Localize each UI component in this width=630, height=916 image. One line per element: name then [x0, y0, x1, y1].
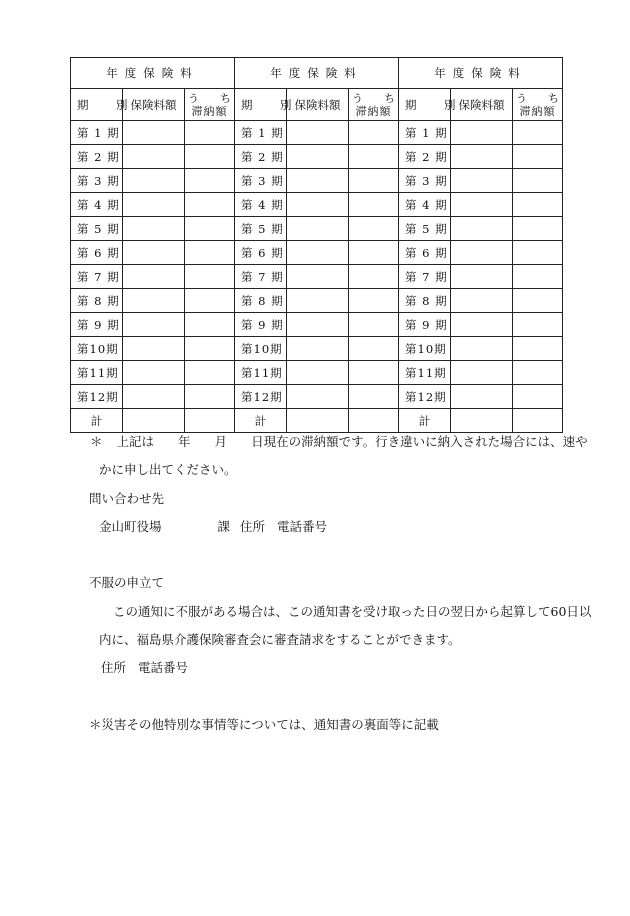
premium-amount-cell — [287, 145, 349, 169]
table-row — [71, 121, 235, 145]
overdue-amount-cell — [185, 145, 235, 169]
premium-tables — [70, 57, 562, 428]
table-row — [71, 337, 235, 361]
table-row — [71, 289, 235, 313]
period-label: 第 3 期 — [235, 169, 287, 193]
appeal-contact-line — [101, 658, 188, 676]
overdue-amount-cell — [513, 289, 563, 313]
column-header-period: 期 別 — [71, 89, 123, 121]
table-row — [235, 265, 399, 289]
total-label: 計 — [235, 409, 287, 433]
period-label: 第 6 期 — [235, 241, 287, 265]
premium-amount-cell — [123, 169, 185, 193]
overdue-amount-cell — [513, 313, 563, 337]
notice-line-1 — [90, 432, 588, 450]
overdue-amount-cell — [349, 289, 399, 313]
appeal-phone-label: 電話番号 — [138, 660, 189, 675]
table-row — [399, 313, 563, 337]
table-row — [71, 313, 235, 337]
premium-amount-cell — [451, 385, 513, 409]
overdue-amount-cell — [349, 169, 399, 193]
appeal-heading: 不服の申立て — [89, 575, 165, 590]
table-row — [399, 193, 563, 217]
premium-table-block-2 — [234, 57, 398, 428]
table-row — [399, 265, 563, 289]
overdue-amount-cell — [513, 193, 563, 217]
contact-office: 金山町役場 — [99, 519, 162, 534]
premium-amount-cell — [451, 265, 513, 289]
overdue-amount-cell — [513, 361, 563, 385]
premium-amount-cell — [123, 313, 185, 337]
premium-amount-cell — [287, 313, 349, 337]
premium-amount-cell — [451, 337, 513, 361]
column-header-premium: 保険料額 — [451, 89, 513, 121]
overdue-amount-cell — [185, 361, 235, 385]
notice-line-2: かに申し出てください。 — [99, 462, 237, 477]
notice-asterisk: ＊ — [90, 434, 103, 449]
table-row — [235, 217, 399, 241]
premium-amount-cell — [451, 121, 513, 145]
overdue-top-left: う — [352, 91, 363, 105]
appeal-line-2: 内に、福島県介護保険審査会に審査請求をすることができます。 — [99, 632, 461, 647]
table-row — [235, 121, 399, 145]
overdue-amount-cell — [349, 145, 399, 169]
premium-amount-cell — [123, 265, 185, 289]
premium-amount-cell — [123, 289, 185, 313]
period-label: 第 8 期 — [71, 289, 123, 313]
premium-amount-cell — [451, 169, 513, 193]
table-row — [399, 289, 563, 313]
premium-amount-cell — [123, 385, 185, 409]
total-label: 計 — [399, 409, 451, 433]
table-row — [235, 145, 399, 169]
table-row — [235, 337, 399, 361]
column-header-overdue — [513, 89, 563, 121]
premium-amount-cell — [451, 289, 513, 313]
overdue-top-left: う — [516, 91, 527, 105]
period-label: 第 2 期 — [399, 145, 451, 169]
overdue-amount-cell — [185, 385, 235, 409]
period-label: 第 3 期 — [399, 169, 451, 193]
overdue-bottom: 滞納額 — [191, 104, 228, 118]
table-row — [71, 145, 235, 169]
table-title: 年度保険料 — [71, 58, 235, 89]
period-label: 第 4 期 — [235, 193, 287, 217]
period-label: 第 6 期 — [71, 241, 123, 265]
notice-text-b: 日現在の滞納額です。行き違いに納入された場合には、速や — [251, 434, 588, 449]
overdue-amount-cell — [185, 265, 235, 289]
premium-amount-cell — [287, 385, 349, 409]
premium-amount-cell — [123, 193, 185, 217]
premium-table-block-3 — [398, 57, 562, 428]
premium-amount-cell — [451, 217, 513, 241]
column-header-overdue — [349, 89, 399, 121]
table-row — [235, 313, 399, 337]
overdue-amount-cell — [513, 265, 563, 289]
table-row — [399, 217, 563, 241]
period-label: 第11期 — [235, 361, 287, 385]
total-overdue-cell — [185, 409, 235, 433]
overdue-amount-cell — [349, 121, 399, 145]
period-label: 第 4 期 — [71, 193, 123, 217]
overdue-amount-cell — [185, 241, 235, 265]
overdue-top-right: ち — [384, 91, 396, 105]
period-label: 第 4 期 — [399, 193, 451, 217]
premium-amount-cell — [287, 217, 349, 241]
premium-amount-cell — [123, 217, 185, 241]
premium-amount-cell — [287, 265, 349, 289]
total-premium-cell — [123, 409, 185, 433]
table-title: 年度保険料 — [235, 58, 399, 89]
period-label: 第 7 期 — [235, 265, 287, 289]
period-label: 第 2 期 — [235, 145, 287, 169]
table-row — [71, 169, 235, 193]
table-row — [399, 169, 563, 193]
premium-amount-cell — [451, 241, 513, 265]
premium-table — [70, 57, 235, 433]
period-label: 第 8 期 — [399, 289, 451, 313]
total-premium-cell — [451, 409, 513, 433]
contact-phone-label: 電話番号 — [277, 519, 328, 534]
column-header-period: 期 別 — [235, 89, 287, 121]
overdue-amount-cell — [349, 241, 399, 265]
total-premium-cell — [287, 409, 349, 433]
period-label: 第 6 期 — [399, 241, 451, 265]
period-label: 第11期 — [399, 361, 451, 385]
overdue-amount-cell — [349, 361, 399, 385]
period-label: 第 3 期 — [71, 169, 123, 193]
premium-amount-cell — [287, 193, 349, 217]
period-label: 第 8 期 — [235, 289, 287, 313]
overdue-amount-cell — [185, 121, 235, 145]
overdue-amount-cell — [349, 313, 399, 337]
overdue-amount-cell — [513, 169, 563, 193]
period-label: 第10期 — [71, 337, 123, 361]
table-row — [71, 193, 235, 217]
period-label: 第 5 期 — [71, 217, 123, 241]
premium-amount-cell — [123, 241, 185, 265]
overdue-amount-cell — [349, 337, 399, 361]
table-row — [399, 361, 563, 385]
overdue-amount-cell — [513, 385, 563, 409]
table-row — [399, 241, 563, 265]
premium-amount-cell — [287, 361, 349, 385]
overdue-bottom: 滞納額 — [519, 104, 556, 118]
overdue-amount-cell — [513, 241, 563, 265]
table-title: 年度保険料 — [399, 58, 563, 89]
premium-amount-cell — [287, 289, 349, 313]
table-row — [235, 385, 399, 409]
appeal-address-label: 住所 — [101, 660, 127, 675]
overdue-amount-cell — [185, 193, 235, 217]
overdue-top-right: ち — [548, 91, 560, 105]
overdue-amount-cell — [349, 193, 399, 217]
period-label: 第 1 期 — [71, 121, 123, 145]
premium-table-block-1 — [70, 57, 234, 428]
overdue-amount-cell — [513, 145, 563, 169]
table-row — [71, 265, 235, 289]
period-label: 第11期 — [71, 361, 123, 385]
premium-table — [234, 57, 399, 433]
premium-amount-cell — [123, 361, 185, 385]
overdue-amount-cell — [185, 169, 235, 193]
period-label: 第10期 — [399, 337, 451, 361]
period-label: 第12期 — [71, 385, 123, 409]
overdue-amount-cell — [185, 217, 235, 241]
period-label: 第 1 期 — [399, 121, 451, 145]
period-label: 第12期 — [235, 385, 287, 409]
overdue-amount-cell — [513, 337, 563, 361]
table-row — [399, 145, 563, 169]
overdue-amount-cell — [513, 217, 563, 241]
table-row — [235, 361, 399, 385]
table-row — [399, 121, 563, 145]
overdue-amount-cell — [185, 289, 235, 313]
total-overdue-cell — [513, 409, 563, 433]
premium-amount-cell — [451, 313, 513, 337]
premium-amount-cell — [287, 121, 349, 145]
premium-amount-cell — [123, 337, 185, 361]
premium-amount-cell — [451, 361, 513, 385]
notice-text-a: 上記は — [116, 434, 155, 449]
table-row — [71, 217, 235, 241]
table-row — [235, 193, 399, 217]
footnote: ＊災害その他特別な事情等については、通知書の裏面等に記載 — [89, 717, 439, 732]
table-row — [71, 241, 235, 265]
table-row — [235, 241, 399, 265]
overdue-amount-cell — [349, 385, 399, 409]
table-row — [71, 361, 235, 385]
column-header-premium: 保険料額 — [123, 89, 185, 121]
period-label: 第12期 — [399, 385, 451, 409]
premium-amount-cell — [123, 145, 185, 169]
period-label: 第 2 期 — [71, 145, 123, 169]
premium-amount-cell — [451, 193, 513, 217]
notice-year: 年 — [178, 434, 191, 449]
total-row — [71, 409, 235, 433]
premium-amount-cell — [451, 145, 513, 169]
period-label: 第 7 期 — [71, 265, 123, 289]
premium-table — [398, 57, 563, 433]
table-row — [399, 385, 563, 409]
contact-address-label: 住所 — [240, 519, 266, 534]
period-label: 第 7 期 — [399, 265, 451, 289]
period-label: 第 1 期 — [235, 121, 287, 145]
table-row — [235, 169, 399, 193]
overdue-amount-cell — [185, 337, 235, 361]
period-label: 第10期 — [235, 337, 287, 361]
premium-amount-cell — [123, 121, 185, 145]
contact-heading: 問い合わせ先 — [89, 491, 165, 506]
total-label: 計 — [71, 409, 123, 433]
table-row — [235, 289, 399, 313]
overdue-amount-cell — [349, 217, 399, 241]
column-header-premium: 保険料額 — [287, 89, 349, 121]
premium-amount-cell — [287, 241, 349, 265]
notice-month: 月 — [214, 434, 228, 449]
column-header-overdue — [185, 89, 235, 121]
overdue-amount-cell — [185, 313, 235, 337]
period-label: 第 9 期 — [235, 313, 287, 337]
total-row — [235, 409, 399, 433]
premium-amount-cell — [287, 337, 349, 361]
period-label: 第 9 期 — [71, 313, 123, 337]
overdue-amount-cell — [349, 265, 399, 289]
column-header-period: 期 別 — [399, 89, 451, 121]
contact-line — [99, 517, 327, 535]
overdue-top-left: う — [188, 91, 199, 105]
table-row — [399, 337, 563, 361]
total-overdue-cell — [349, 409, 399, 433]
period-label: 第 9 期 — [399, 313, 451, 337]
contact-section: 課 — [217, 519, 231, 534]
appeal-line-1: この通知に不服がある場合は、この通知書を受け取った日の翌日から起算して60日以 — [113, 604, 592, 619]
table-row — [71, 385, 235, 409]
period-label: 第 5 期 — [399, 217, 451, 241]
overdue-top-right: ち — [220, 91, 232, 105]
total-row — [399, 409, 563, 433]
period-label: 第 5 期 — [235, 217, 287, 241]
overdue-amount-cell — [513, 121, 563, 145]
premium-amount-cell — [287, 169, 349, 193]
overdue-bottom: 滞納額 — [355, 104, 392, 118]
